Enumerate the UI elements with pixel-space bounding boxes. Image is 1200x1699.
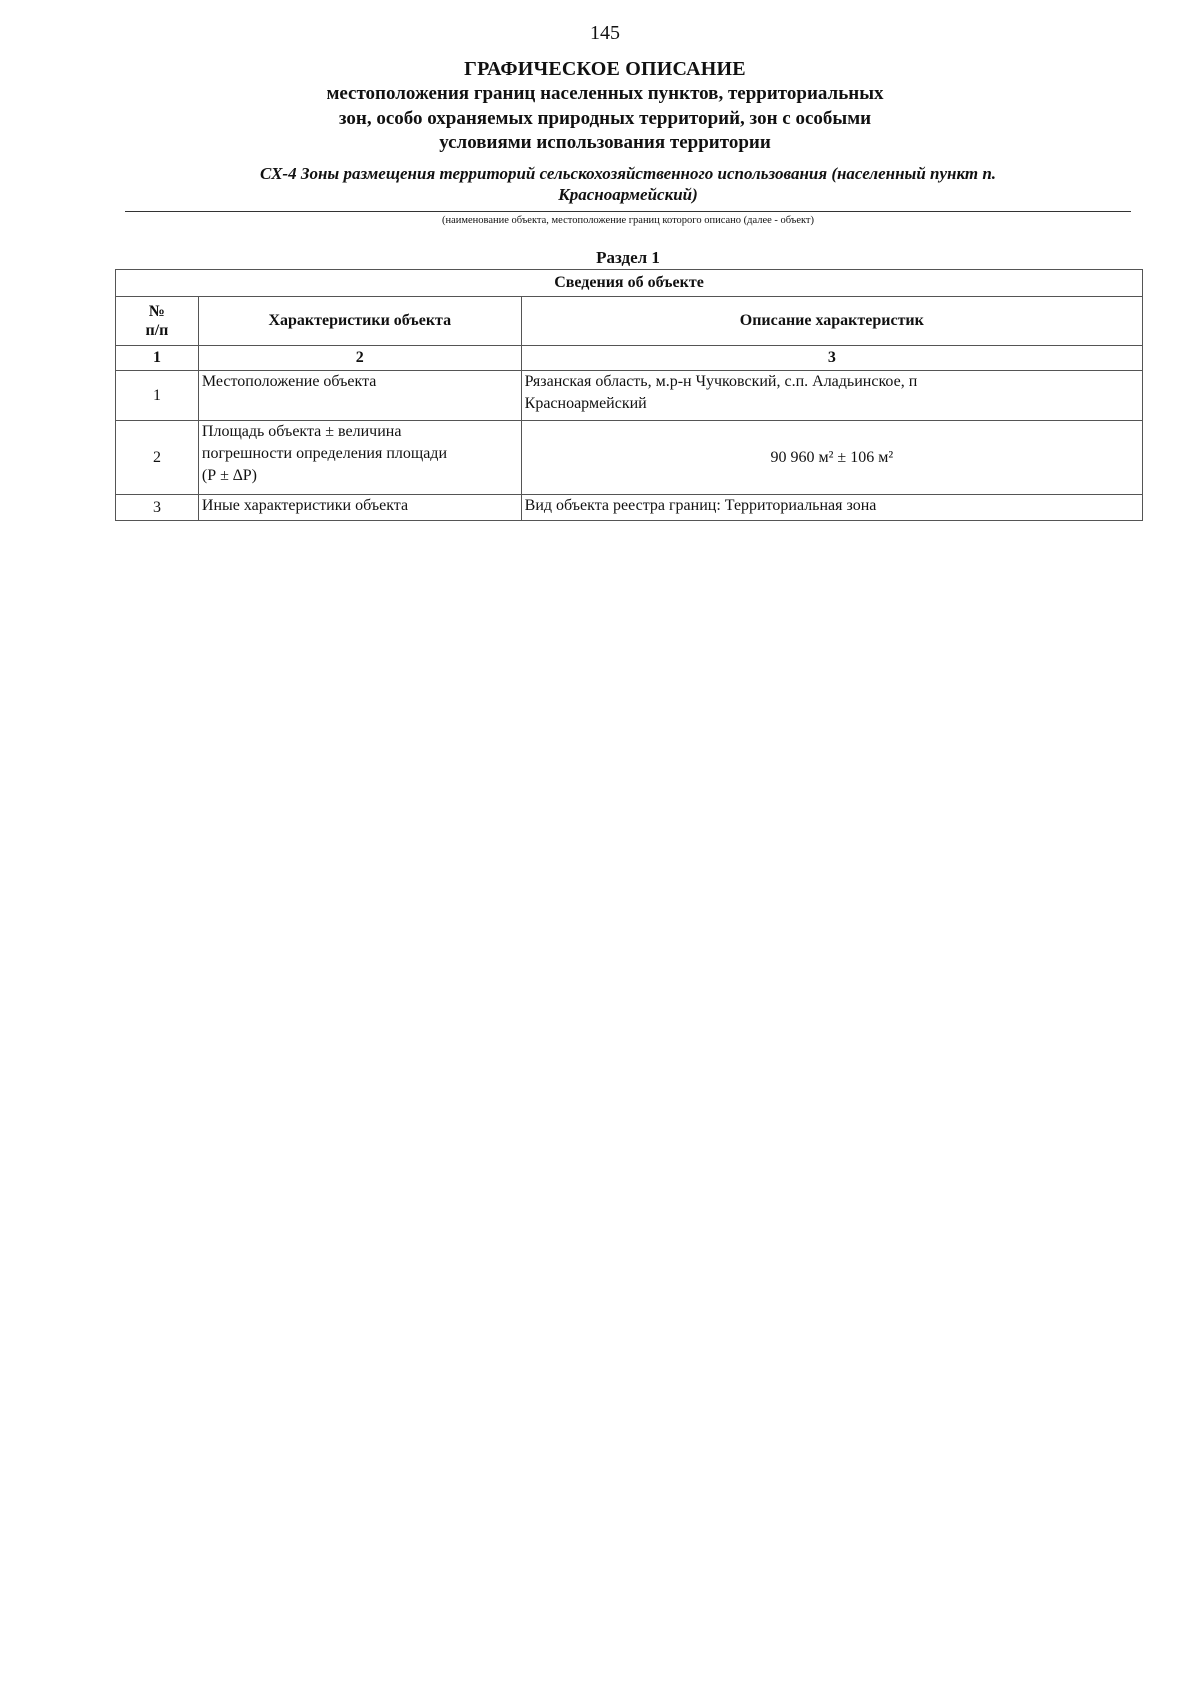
section-title: Раздел 1 <box>596 248 660 267</box>
header-description: Описание характеристик <box>521 297 1142 346</box>
table-caption-row <box>116 270 1143 297</box>
row-number: 2 <box>116 421 199 495</box>
row-description <box>521 371 1142 421</box>
object-name-caption: (наименование объекта, местоположение границ которого описано (далее - объект) <box>441 215 815 226</box>
row-characteristic: Иные характеристики объекта <box>198 495 521 521</box>
document-heading <box>0 56 1200 156</box>
row-description-line-2: Красноармейский <box>524 395 647 412</box>
object-name <box>150 163 1106 205</box>
row-description: 90 960 м² ± 106 м² <box>521 421 1142 495</box>
table-caption: Сведения об объекте <box>116 270 1143 297</box>
document-subtitle-line-3: условиями использования территории <box>439 132 771 153</box>
document-title: ГРАФИЧЕСКОЕ ОПИСАНИЕ <box>464 58 746 80</box>
row-characteristic <box>198 421 521 495</box>
row-number: 1 <box>116 371 199 421</box>
header-number-line-1: № <box>148 303 165 320</box>
table-header-row <box>116 297 1143 346</box>
row-number: 3 <box>116 495 199 521</box>
column-number-1: 1 <box>116 346 199 371</box>
object-name-line-2: Красноармейский) <box>558 185 698 204</box>
column-number-2: 2 <box>198 346 521 371</box>
column-number-row <box>116 346 1143 371</box>
row-characteristic: Местоположение объекта <box>198 371 521 421</box>
row-characteristic-line-2: погрешности определения площади <box>201 445 448 462</box>
page-number: 145 <box>590 22 620 44</box>
row-characteristic-line-1: Площадь объекта ± величина <box>201 423 402 440</box>
row-description: Вид объекта реестра границ: Территориальная зона <box>521 495 1142 521</box>
table-row <box>116 371 1143 421</box>
header-number <box>116 297 199 346</box>
row-characteristic-line-3: (Р ± ∆Р) <box>201 467 257 484</box>
column-number-3: 3 <box>521 346 1142 371</box>
header-characteristics: Характеристики объекта <box>198 297 521 346</box>
document-subtitle-line-2: зон, особо охраняемых природных территорий, зон с особыми <box>338 107 872 129</box>
header-number-line-2: п/п <box>145 322 169 339</box>
row-description-line-1: Рязанская область, м.р-н Чучковский, с.п. Аладьинское, п <box>524 373 918 390</box>
document-subtitle-line-1: местоположения границ населенных пунктов, территориальных <box>326 83 884 104</box>
table-row <box>116 421 1143 495</box>
object-info-table <box>115 269 1143 521</box>
object-name-underline <box>125 211 1131 212</box>
table-row <box>116 495 1143 521</box>
object-name-line-1: СХ-4 Зоны размещения территорий сельскохозяйственного использования (населенный пункт п. <box>259 164 997 183</box>
